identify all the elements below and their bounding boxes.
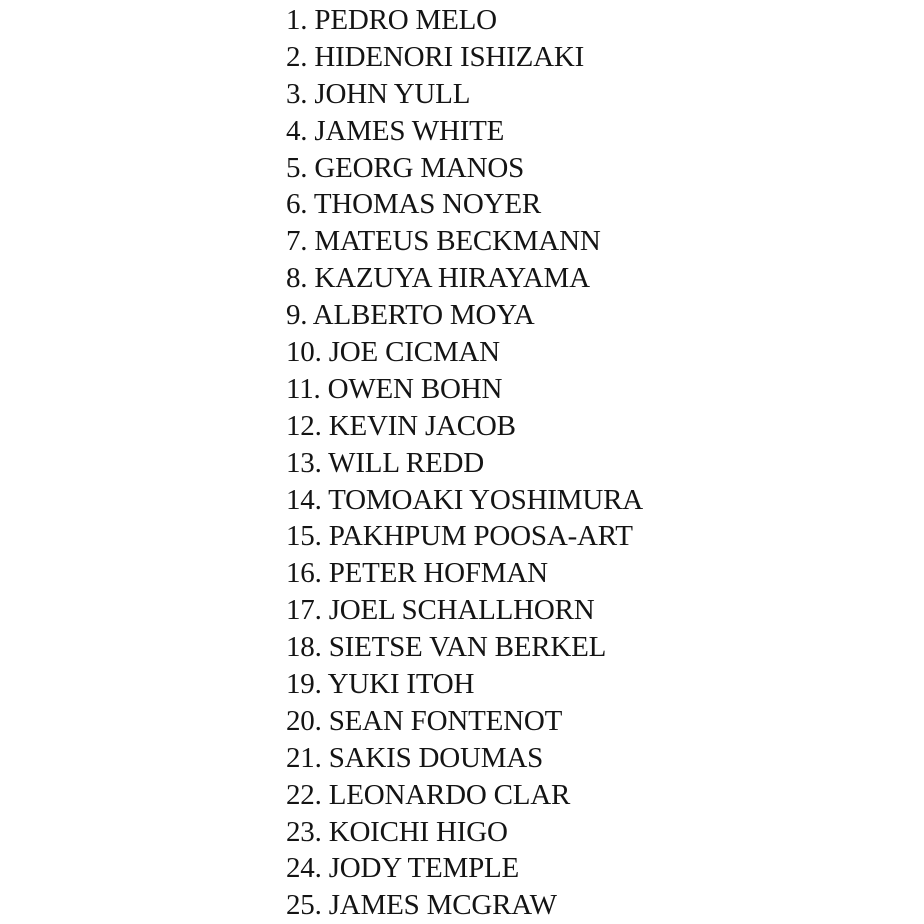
list-item: 12. KEVIN JACOB <box>286 409 516 442</box>
list-item: 7. MATEUS BECKMANN <box>286 225 601 258</box>
list-item: 5. GEORG MANOS <box>286 151 525 184</box>
list-item: 17. JOEL SCHALLHORN <box>286 594 595 627</box>
list-item: 21. SAKIS DOUMAS <box>286 741 544 774</box>
list-item: 8. KAZUYA HIRAYAMA <box>286 262 590 295</box>
list-item: 3. JOHN YULL <box>286 77 471 110</box>
list-item: 25. JAMES MCGRAW <box>286 889 557 922</box>
list-item: 4. JAMES WHITE <box>286 114 505 147</box>
list-item: 20. SEAN FONTENOT <box>286 704 563 737</box>
name-list <box>286 2 643 924</box>
list-item: 16. PETER HOFMAN <box>286 557 548 590</box>
list-item: 23. KOICHI HIGO <box>286 815 508 848</box>
list-item: 9. ALBERTO MOYA <box>286 299 535 332</box>
list-item: 18. SIETSE VAN BERKEL <box>286 631 607 664</box>
list-item: 22. LEONARDO CLAR <box>286 778 571 811</box>
list-item: 14. TOMOAKI YOSHIMURA <box>286 483 643 516</box>
list-item: 10. JOE CICMAN <box>286 336 500 369</box>
list-item: 2. HIDENORI ISHIZAKI <box>286 40 585 73</box>
list-item: 1. PEDRO MELO <box>286 4 497 36</box>
list-item: 15. PAKHPUM POOSA-ART <box>286 520 633 553</box>
list-item: 24. JODY TEMPLE <box>286 852 520 885</box>
list-item: 13. WILL REDD <box>286 446 484 479</box>
list-item: 6. THOMAS NOYER <box>286 188 542 221</box>
list-item: 19. YUKI ITOH <box>286 668 475 701</box>
list-item: 11. OWEN BOHN <box>286 372 503 405</box>
